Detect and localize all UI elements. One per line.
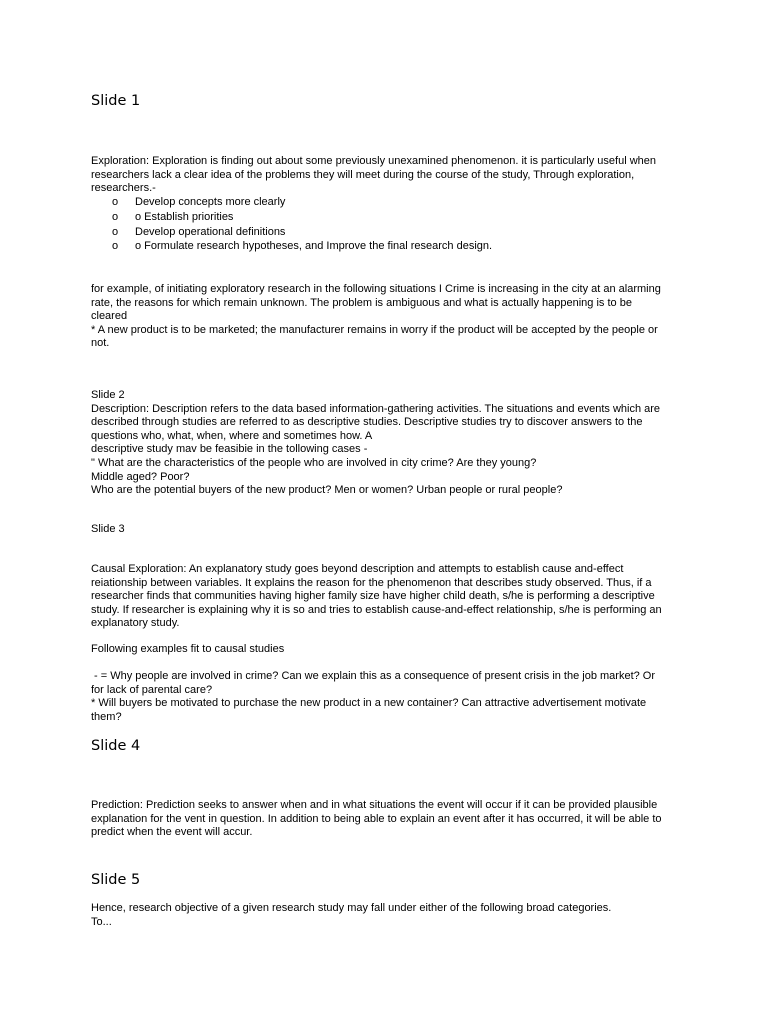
slide-1-heading: Slide 1	[91, 93, 141, 109]
bullet-icon: o	[112, 210, 119, 223]
text-line: explanatory study.	[91, 617, 180, 630]
text-line: researchers lack a clear idea of the problems they will meet during the course of the study, Through exploration,	[91, 168, 635, 181]
text-line: Who are the potential buyers of the new product? Men or women? Urban people or rural people?	[91, 484, 563, 497]
text-line: " What are the characteristics of the people who are involved in city crime? Are they young?	[91, 456, 537, 469]
exploration-example-paragraph	[91, 283, 689, 351]
text-line: cleared	[91, 310, 128, 323]
text-line: Prediction: Prediction seeks to answer when and in what situations the event will occur if it can be provided plausible	[91, 799, 658, 811]
slide-3-heading: Slide 3	[91, 523, 125, 535]
bullet-icon: o	[112, 225, 119, 238]
text-line: for example, of initiating exploratory research in the following situations I Crime is increasing in the city at an alarming	[91, 283, 661, 295]
list-item-text: Develop operational definitions	[135, 225, 286, 238]
bullet-icon: o	[112, 196, 119, 208]
text-line: - = Why people are involved in crime? Can we explain this as a consequence of present crisis in the job market? Or	[91, 670, 656, 682]
description-block	[91, 389, 689, 498]
causal-examples-intro: Following examples fit to causal studies	[91, 643, 285, 655]
text-line: * Will buyers be motivated to purchase the new product in a new container? Can attractive advertisement motivate	[91, 697, 647, 710]
text-line: study. If researcher is explaining why it is so and tries to establish cause-and-effect relationship, s/he is performing an	[91, 603, 662, 616]
text-line: for lack of parental care?	[91, 683, 213, 696]
list-item	[112, 225, 492, 240]
list-item	[112, 239, 492, 254]
list-item-text: o Establish priorities	[135, 210, 234, 223]
text-line: them?	[91, 710, 122, 723]
text-line: Causal Exploration: An explanatory study goes beyond description and attempts to establish cause and-effect	[91, 563, 624, 575]
text-line: questions who, what, when, where and sometimes how. A	[91, 429, 373, 442]
text-line: Middle aged? Poor?	[91, 470, 190, 483]
causal-paragraph	[91, 563, 689, 631]
text-line: rate, the reasons for which remain unknown. The problem is ambiguous and what is actually happening is to be	[91, 296, 632, 309]
text-line: explanation for the vent in question. In addition to being able to explain an event after it has occurred, it will be able to	[91, 812, 662, 825]
slide-2-heading: Slide 2	[91, 389, 125, 401]
bullet-icon: o	[112, 240, 119, 253]
list-item-text: Develop concepts more clearly	[135, 196, 286, 208]
slide-5-heading: Slide 5	[91, 872, 141, 888]
list-item	[112, 195, 492, 210]
text-line: To...	[91, 915, 112, 928]
text-line: Exploration: Exploration is finding out about some previously unexamined phenomenon. it is particularly useful when	[91, 155, 656, 167]
text-line: not.	[91, 337, 110, 350]
exploration-bullet-list	[112, 195, 492, 254]
text-line: researcher finds that communities having higher family size have higher child death, s/he is performing a descriptive	[91, 590, 655, 603]
slide-4-heading: Slide 4	[91, 738, 141, 754]
text-line: predict when the event will accur.	[91, 826, 253, 839]
exploration-paragraph	[91, 155, 689, 196]
prediction-paragraph	[91, 799, 689, 840]
objective-paragraph	[91, 902, 689, 929]
causal-examples-paragraph	[91, 670, 689, 724]
text-line: descriptive study mav be feasibie in the tollowing cases -	[91, 443, 368, 456]
list-item-text: o Formulate research hypotheses, and Improve the final research design.	[135, 240, 493, 253]
text-line: researchers.-	[91, 182, 156, 195]
text-line: * A new product is to be marketed; the manufacturer remains in worry if the product will be accepted by the people or	[91, 323, 658, 336]
text-line: Hence, research objective of a given research study may fall under either of the following broad categories.	[91, 902, 612, 914]
text-line: described through studies are referred to as descriptive studies. Descriptive studies try to discover answers to the	[91, 416, 643, 429]
text-line: reiationship between variables. It explains the reason for the phenomenon that describes study observed. Thus, if a	[91, 576, 652, 589]
text-line: Description: Description refers to the data based information-gathering activities. The situations and events which are	[91, 402, 661, 415]
list-item	[112, 210, 492, 225]
